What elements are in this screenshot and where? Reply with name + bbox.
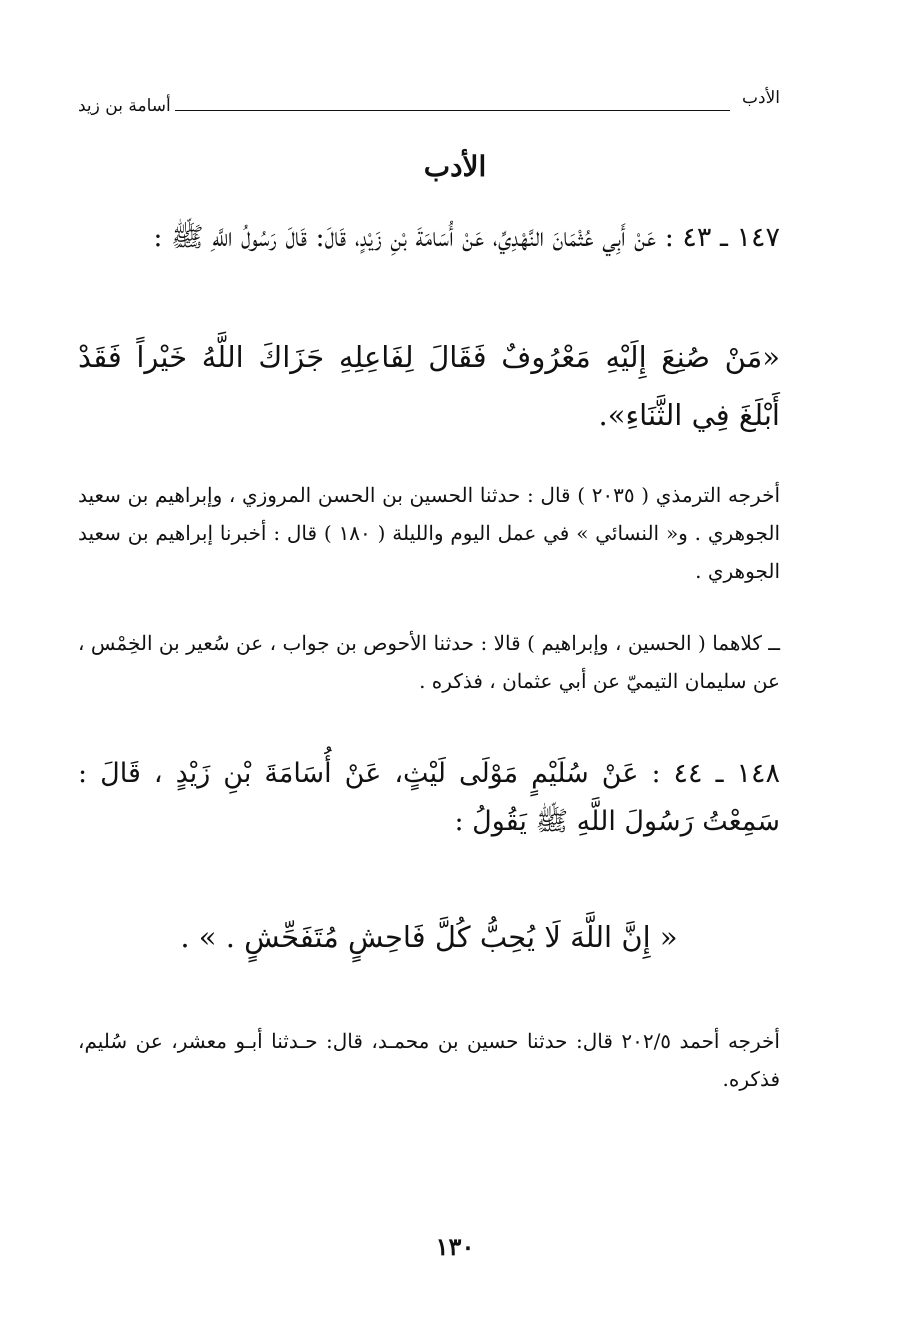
page-number: ١٣٠ [435,1232,475,1261]
header-narrator-title: أسامة بن زيد [78,96,175,116]
hadith-147-takhrij-1: أخرجه الترمذي ( ٢٠٣٥ ) قال : حدثنا الحسين بن الحسن المروزي ، وإبراهيم بن سعيد الجوهري . و« النسائي » في عمل اليوم والليلة ( ١٨٠ ) قال : أخبرنا إبراهيم بن سعيد الجوهري . [78,483,781,583]
hadith-147-text: «مَنْ صُنِعَ إِلَيْهِ مَعْرُوفٌ فَقَالَ لِفَاعِلِهِ جَزَاكَ اللَّهُ خَيْراً فَقَدْ أَبْلَغَ فِي الثَّنَاءِ». [78,340,780,432]
header-rule [168,110,730,111]
hadith-147-takhrij-2: ــ كلاهما ( الحسين ، وإبراهيم ) قالا : حدثنا الأحوص بن جواب ، عن سُعير بن الخِمْس ، عن سليمان التيميّ عن أبي عثمان ، فذكره . [78,631,780,693]
section-title: الأدب [423,150,487,183]
running-header [78,88,780,118]
hadith-147-intro: ١٤٧ ـ ٤٣ : عَنْ أَبِي عُثْمَانَ النَّهْدِيِّ، عَنْ أُسَامَةَ بْنِ زَيْدٍ، قَالَ: قَالَ رَسُولُ اللَّهِ ﷺ : [153,222,780,253]
header-chapter-title: الأدب [738,88,780,108]
hadith-148-intro: ١٤٨ ـ ٤٤ : عَنْ سُلَيْمٍ مَوْلَى لَيْثٍ، عَنْ أُسَامَةَ بْنِ زَيْدٍ ، قَالَ : سَمِعْتُ رَسُولَ اللَّهِ ﷺ يَقُولُ : [78,758,780,837]
hadith-148-takhrij: أخرجه أحمد ٢٠٢/٥ قال: حدثنا حسين بن محمـد، قال: حـدثنا أبـو معشر، عن سُليم، فذكره. [78,1029,780,1091]
hadith-148-text: « إِنَّ اللَّهَ لَا يُحِبُّ كُلَّ فَاحِشٍ مُتَفَحِّشٍ . » . [180,920,678,954]
